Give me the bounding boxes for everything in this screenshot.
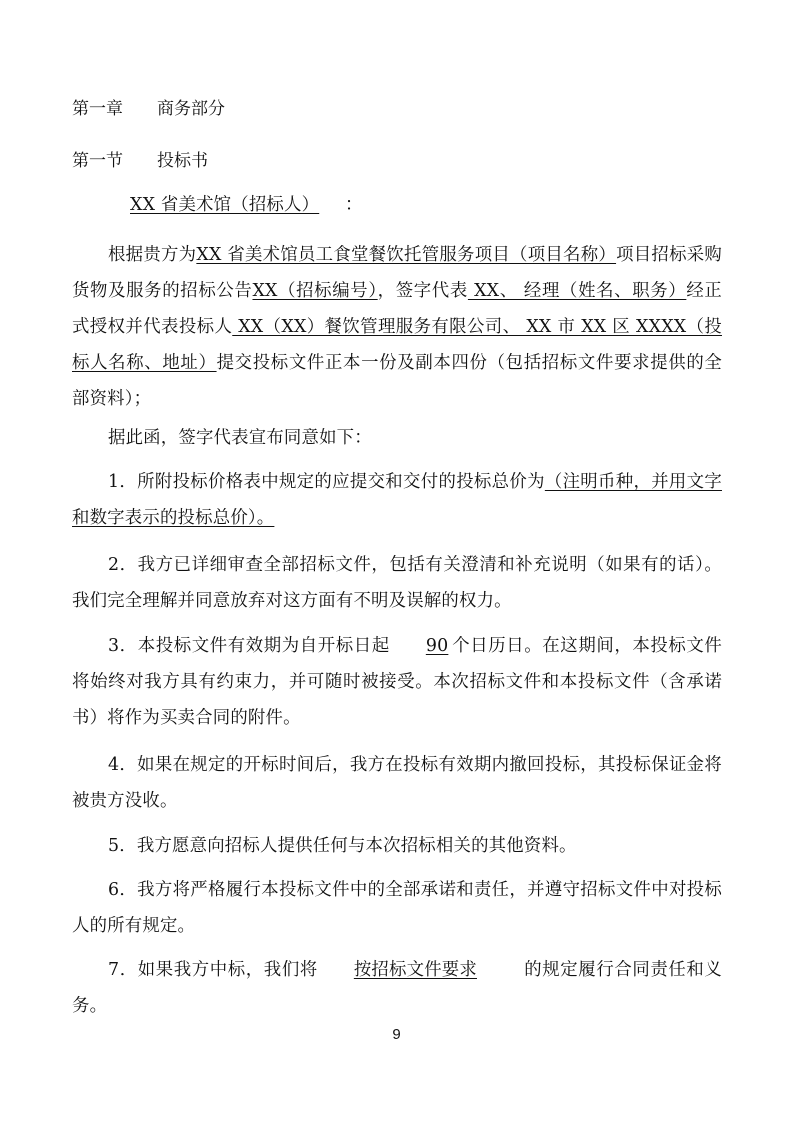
item-4: 4．如果在规定的开标时间后，我方在投标有效期内撤回投标，其投标保证金将被贵方没收。: [72, 755, 722, 811]
item-5: 5．我方愿意向招标人提供任何与本次招标相关的其他资料。: [108, 836, 577, 856]
item-3: [72, 628, 722, 736]
intro-text: 根据贵方为: [108, 245, 197, 265]
tender-number-field: XX（招标编号）: [252, 281, 378, 301]
contract-basis-field: 按招标文件要求: [353, 960, 477, 980]
intro-paragraph: [72, 237, 722, 417]
intro-text: 项目招标采购货物及服务的招标公告: [72, 245, 722, 301]
chapter-heading: [72, 99, 225, 119]
addressee-name: XX 省美术馆（招标人）: [130, 195, 320, 215]
section-number: 第一节: [72, 151, 123, 171]
declaration: 据此函，签字代表宣布同意如下：: [108, 428, 372, 448]
signer-field: XX、 经理（姓名、职务）: [467, 281, 687, 301]
item-text: 1．所附投标价格表中规定的应提交和交付的投标总价为: [108, 472, 545, 492]
section-title: 投标书: [157, 151, 208, 171]
page-number: 9: [392, 1026, 401, 1043]
chapter-title: 商务部分: [157, 99, 225, 119]
project-name-field: XX 省美术馆员工食堂餐饮托管服务项目（项目名称）: [196, 245, 617, 265]
item-text: 7．如果我方中标，我们将: [108, 960, 318, 980]
addressee-blank: [120, 187, 345, 223]
item-text: 个日历日。在这期间，本投标文件将始终对我方具有约束力，并可随时被接受。本次招标文件和本投标文件（含承诺书）将作为买卖合同的附件。: [72, 636, 722, 728]
addressee-suffix: ：: [345, 195, 363, 215]
intro-text: 经正式授权并代表投标人: [72, 281, 722, 337]
item-6: 6．我方将严格履行本投标文件中的全部承诺和责任，并遵守招标文件中对投标人的所有规定。: [72, 880, 722, 936]
chapter-number: 第一章: [72, 99, 123, 119]
item-2: 2．我方已详细审查全部招标文件，包括有关澄清和补充说明（如果有的话）。我们完全理解并同意放弃对这方面有不明及误解的权力。: [72, 555, 722, 611]
section-heading: [72, 151, 208, 171]
item-7: [72, 952, 722, 1024]
intro-text: ，签字代表: [377, 281, 468, 301]
item-text: 3．本投标文件有效期为自开标日起: [108, 636, 390, 656]
item-text: 的规定履行合同责任和义务。: [72, 960, 722, 1016]
item-1: [72, 464, 722, 536]
validity-days-field: 90: [425, 636, 449, 656]
intro-text: 提交投标文件正本一份及副本四份（包括招标文件要求提供的全部资料）；: [72, 353, 723, 409]
total-price-field: （注明币种，并用文字和数字表示的投标总价）。: [72, 472, 722, 528]
addressee-line: [72, 187, 722, 223]
bidder-field: XX（XX）餐饮管理服务有限公司、 XX 市 XX 区 XXXX（投标人名称、地址）: [72, 317, 722, 373]
